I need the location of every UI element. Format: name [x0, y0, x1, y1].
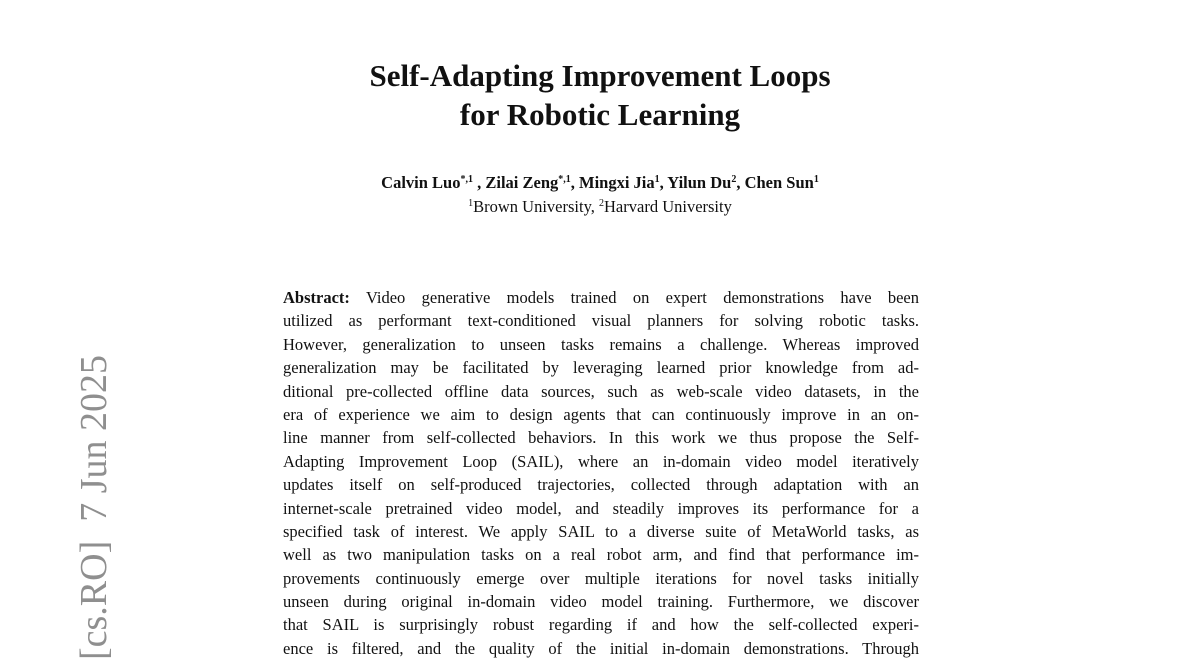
abstract-line: provements continuously emerge over multiple iterations for novel tasks initially: [283, 568, 919, 588]
abstract-line: generalization may be facilitated by leveraging learned prior knowledge from ad-: [283, 358, 919, 378]
affiliation-separator: ,: [590, 197, 600, 216]
abstract-line: ence is filtered, and the quality of the initial in-domain demonstrations. Through: [283, 638, 919, 658]
author-separator: ,: [472, 173, 486, 192]
affiliation-name: Brown University: [473, 197, 591, 216]
abstract-block: [283, 286, 919, 660]
author-name: Calvin Luo: [381, 173, 461, 192]
abstract-first-line-text: Video generative models trained on expert demonstrations have been: [365, 288, 920, 307]
author-list: [0, 172, 1200, 194]
author-name: Yilun Du: [667, 173, 732, 192]
abstract-line: updates itself on self-produced trajectories, collected through adaptation with an: [283, 475, 919, 495]
arxiv-side-stamp: [28, 340, 115, 660]
author-affiliation-mark: 2: [731, 174, 737, 185]
affiliation-mark: 2: [599, 198, 605, 209]
author-affiliation-mark: *,1: [460, 174, 473, 185]
affiliation-mark: 1: [468, 198, 474, 209]
abstract-line: that SAIL is surprisingly robust regarding if and how the self-collected experi-: [283, 615, 919, 635]
paper-title: [0, 56, 1200, 134]
abstract-line: unseen during original in-domain video model training. Furthermore, we discover: [283, 592, 919, 612]
author-affiliation-mark: *,1: [558, 174, 571, 185]
author-name: Chen Sun: [744, 173, 814, 192]
author-affiliation-mark: 1: [813, 174, 819, 185]
abstract-line: specified task of interest. We apply SAIL to a diverse suite of MetaWorld tasks, as: [283, 521, 919, 541]
abstract-line: line manner from self-collected behaviors. In this work we thus propose the Self-: [283, 428, 919, 448]
affiliation-list: [0, 196, 1200, 218]
affiliation-name: Harvard University: [604, 197, 732, 216]
author-separator: ,: [570, 173, 579, 192]
author-affiliation-mark: 1: [654, 174, 660, 185]
abstract-line: internet-scale pretrained video model, and steadily improves its performance for a: [283, 498, 919, 518]
author-name: Mingxi Jia: [579, 173, 655, 192]
author-separator: ,: [659, 173, 668, 192]
paper-title-line-1: Self-Adapting Improvement Loops: [369, 58, 831, 93]
abstract-line: [283, 286, 919, 309]
abstract-line: well as two manipulation tasks on a real robot arm, and find that performance im-: [283, 545, 919, 565]
arxiv-stamp-text: [cs.RO] 7 Jun 2025: [73, 354, 115, 660]
abstract-label: Abstract:: [283, 288, 350, 307]
abstract-line: ditional pre-collected offline data sources, such as web-scale video datasets, in the: [283, 381, 919, 401]
author-separator: ,: [736, 173, 745, 192]
abstract-line: era of experience we aim to design agents that can continuously improve in an on-: [283, 404, 919, 424]
abstract-line: utilized as performant text-conditioned visual planners for solving robotic tasks.: [283, 311, 919, 331]
author-name: Zilai Zeng: [485, 173, 559, 192]
paper-title-line-2: for Robotic Learning: [459, 97, 741, 132]
abstract-line: However, generalization to unseen tasks remains a challenge. Whereas improved: [283, 334, 919, 354]
abstract-line: Adapting Improvement Loop (SAIL), where an in-domain video model iteratively: [283, 451, 919, 471]
